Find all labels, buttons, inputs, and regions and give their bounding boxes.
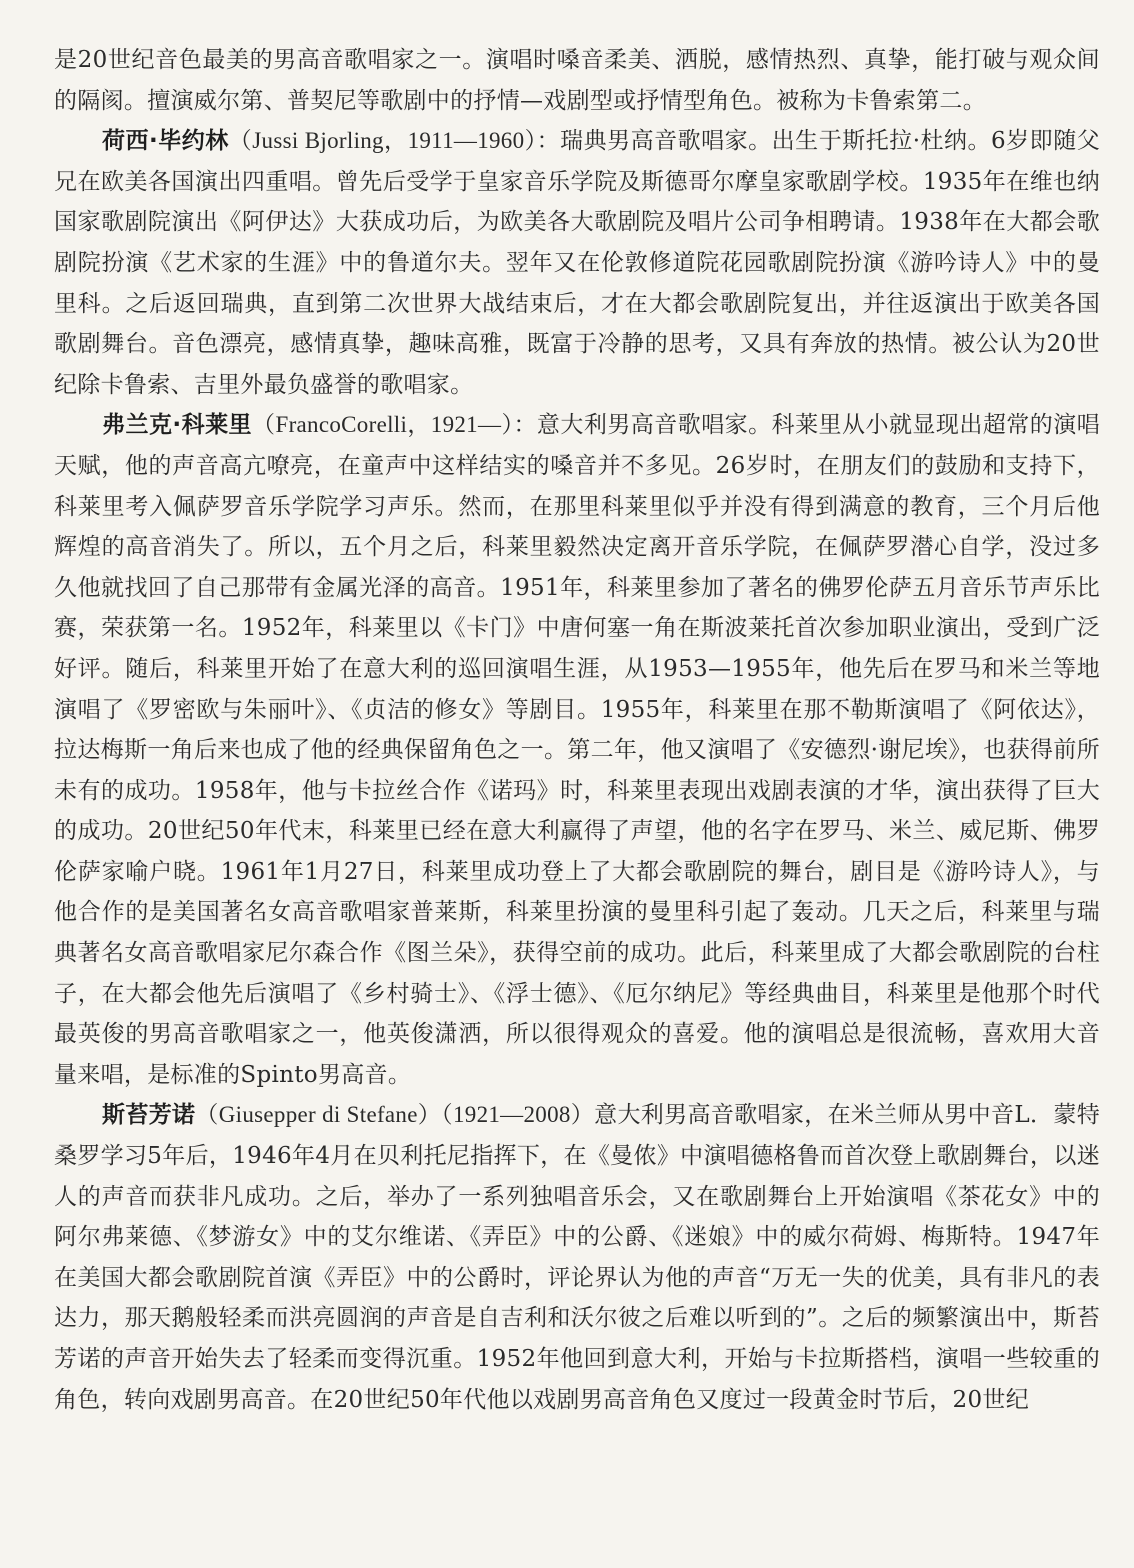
paragraph-text: 意大利男高音歌唱家，在米兰师从男中音L．蒙特桑罗学习5年后，1946年4月在贝利托尼指挥下，在《曼侬》中演唱德格鲁而首次登上歌剧舞台，以迷人的声音而获非凡成功。之后，举办了一系列独唱音乐会，又在歌剧舞台上开始演唱《茶花女》中的阿尔弗莱德、《梦游女》中的艾尔维诺、《弄臣》中的公爵、《迷娘》中的威尔荷姆、梅斯特。1947年在美国大都会歌剧院首演《弄臣》中的公爵时，评论界认为他的声音“万无一失的优美，具有非凡的表达力，那天鹅般轻柔而洪亮圆润的声音是自吉利和沃尔彼之后难以听到的”。之后的频繁演出中，斯苔芳诺的声音开始失去了轻柔而变得沉重。1952年他回到意大利，开始与卡拉斯搭档，演唱一些较重的角色，转向戏剧男高音。在20世纪50年代他以戏剧男高音角色又度过一段黄金时节后，20世纪 [54, 1102, 1101, 1413]
singer-latin-name: （Jussi Bjorling，1911—1960） [228, 128, 537, 154]
singer-name: 荷西·毕约林 [102, 128, 229, 155]
paragraph-text: ：瑞典男高音歌唱家。出生于斯托拉·杜纳。6岁即随父兄在欧美各国演出四重唱。曾先后受学于皇家音乐学院及斯德哥尔摩皇家歌剧学校。1935年在维也纳国家歌剧院演出《阿伊达》大获成功后，为欧美各大歌剧院及唱片公司争相聘请。1938年在大都会歌剧院扮演《艺术家的生涯》中的鲁道尔夫。翌年又在伦敦修道院花园歌剧院扮演《游吟诗人》中的曼里科。之后返回瑞典，直到第二次世界大战结束后，才在大都会歌剧院复出，并往返演出于欧美各国歌剧舞台。音色漂亮，感情真挚，趣味高雅，既富于冷静的思考，又具有奔放的热情。被公认为20世纪除卡鲁索、吉里外最负盛誉的歌唱家。 [54, 128, 1100, 398]
singer-latin-name: （Giusepper di Stefane）（1921—2008） [195, 1102, 595, 1128]
paragraph-caruso-continued [54, 40, 1100, 121]
paragraph-text: ：意大利男高音歌唱家。科莱里从小就显现出超常的演唱天赋，他的声音高亢嘹亮，在童声中这样结实的嗓音并不多见。26岁时，在朋友们的鼓励和支持下，科莱里考入佩萨罗音乐学院学习声乐。然而，在那里科莱里似乎并没有得到满意的教育，三个月后他辉煌的高音消失了。所以，五个月之后，科莱里毅然决定离开音乐学院，在佩萨罗潜心自学，没过多久他就找回了自己那带有金属光泽的高音。1951年，科莱里参加了著名的佛罗伦萨五月音乐节声乐比赛，荣获第一名。1952年，科莱里以《卡门》中唐何塞一角在斯波莱托首次参加职业演出，受到广泛好评。随后，科莱里开始了在意大利的巡回演唱生涯，从1953—1955年，他先后在罗马和米兰等地演唱了《罗密欧与朱丽叶》、《贞洁的修女》等剧目。1955年，科莱里在那不勒斯演唱了《阿依达》，拉达梅斯一角后来也成了他的经典保留角色之一。第二年，他又演唱了《安德烈·谢尼埃》，也获得前所未有的成功。1958年，他与卡拉丝合作《诺玛》时，科莱里表现出戏剧表演的才华，演出获得了巨大的成功。20世纪50年代末，科莱里已经在意大利赢得了声望，他的名字在罗马、米兰、威尼斯、佛罗伦萨家喻户晓。1961年1月27日，科莱里成功登上了大都会歌剧院的舞台，剧目是《游吟诗人》，与他合作的是美国著名女高音歌唱家普莱斯，科莱里扮演的曼里科引起了轰动。几天之后，科莱里与瑞典著名女高音歌唱家尼尔森合作《图兰朵》，获得空前的成功。此后，科莱里成了大都会歌剧院的台柱子，在大都会他先后演唱了《乡村骑士》、《浮士德》、《厄尔纳尼》等经典曲目，科莱里是他那个时代最英俊的男高音歌唱家之一，他英俊潇洒，所以很得观众的喜爱。他的演唱总是很流畅，喜欢用大音量来唱，是标准的Spinto男高音。 [54, 412, 1101, 1088]
singer-name: 弗兰克·科莱里 [102, 412, 253, 439]
document-page [54, 40, 1100, 1420]
paragraph-corelli [54, 405, 1100, 1095]
paragraph-di-stefano [54, 1095, 1100, 1420]
singer-name: 斯苔芳诺 [102, 1102, 196, 1129]
singer-latin-name: （FrancoCorelli，1921—） [252, 412, 514, 438]
paragraph-text: 是20世纪音色最美的男高音歌唱家之一。演唱时嗓音柔美、洒脱，感情热烈、真挚，能打破与观众间的隔阂。擅演威尔第、普契尼等歌剧中的抒情—戏剧型或抒情型角色。被称为卡鲁索第二。 [54, 47, 1100, 114]
paragraph-bjorling [54, 121, 1100, 405]
